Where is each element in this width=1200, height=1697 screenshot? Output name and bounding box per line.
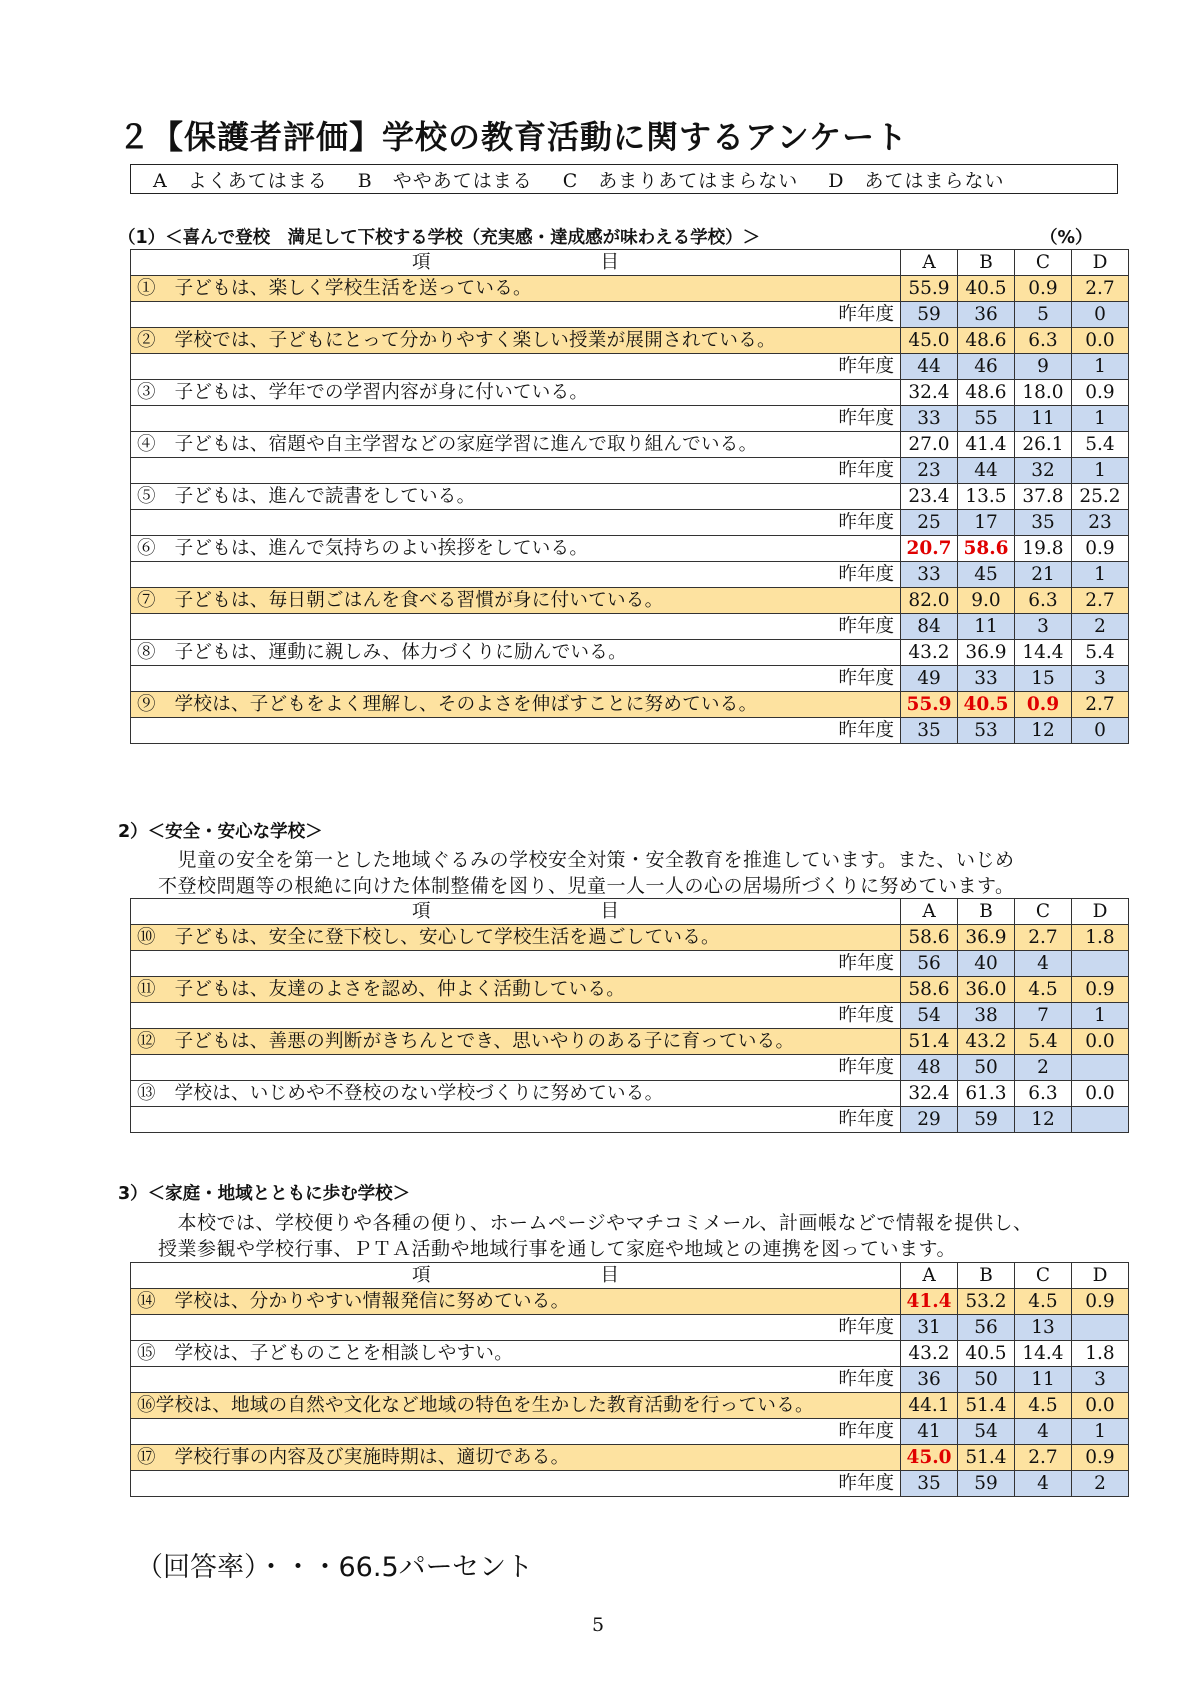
value-b: 36.9: [958, 925, 1015, 951]
header-item-char2: 目: [600, 901, 620, 922]
value-b: 36.9: [958, 640, 1015, 666]
header-col-b: B: [958, 1263, 1015, 1289]
value-d: 1.8: [1072, 925, 1129, 951]
section3-desc-line1: 本校では、学校便りや各種の便り、ホームページやマチコミメール、計画帳などで情報を提供し、: [158, 1212, 1033, 1234]
value-a: 32.4: [901, 1081, 958, 1107]
prev-value-b: 38: [958, 1003, 1015, 1029]
prev-value-a: 48: [901, 1055, 958, 1081]
prev-year-row: [131, 458, 1129, 484]
legend-b: B ややあてはまる: [357, 169, 533, 192]
item-text: ⑬ 学校は、いじめや不登校のない学校づくりに努めている。: [131, 1081, 901, 1107]
item-text: ⑪ 子どもは、友達のよさを認め、仲よく活動している。: [131, 977, 901, 1003]
response-rate: （回答率）・・・66.5パーセント: [136, 1552, 534, 1583]
prev-value-b: 50: [958, 1367, 1015, 1393]
table-row: [131, 640, 1129, 666]
prev-value-c: 5: [1015, 302, 1072, 328]
prev-value-a: 59: [901, 302, 958, 328]
prev-value-c: 2: [1015, 1055, 1072, 1081]
table-row: [131, 925, 1129, 951]
prev-value-d: 1: [1072, 1003, 1129, 1029]
header-col-a: A: [901, 899, 958, 925]
value-b: 51.4: [958, 1393, 1015, 1419]
header-col-c: C: [1015, 899, 1072, 925]
prev-year-label: 昨年度: [131, 1107, 901, 1133]
value-b: 43.2: [958, 1029, 1015, 1055]
answer-legend: [130, 164, 1118, 194]
prev-year-row: [131, 354, 1129, 380]
prev-year-row: [131, 666, 1129, 692]
prev-value-a: 49: [901, 666, 958, 692]
prev-year-row: [131, 1003, 1129, 1029]
value-b: 48.6: [958, 380, 1015, 406]
legend-a: A よくあてはまる: [153, 169, 328, 192]
section3-table: [130, 1262, 1129, 1497]
value-a: 51.4: [901, 1029, 958, 1055]
prev-value-a: 44: [901, 354, 958, 380]
prev-value-d: 23: [1072, 510, 1129, 536]
prev-value-d: 1: [1072, 1419, 1129, 1445]
prev-value-a: 29: [901, 1107, 958, 1133]
item-text: ④ 子どもは、宿題や自主学習などの家庭学習に進んで取り組んでいる。: [131, 432, 901, 458]
table-row: [131, 1445, 1129, 1471]
prev-value-d: [1072, 951, 1129, 977]
prev-year-row: [131, 562, 1129, 588]
prev-value-a: 56: [901, 951, 958, 977]
value-a: 55.9: [901, 276, 958, 302]
prev-year-row: [131, 1055, 1129, 1081]
prev-year-label: 昨年度: [131, 1003, 901, 1029]
value-a: 82.0: [901, 588, 958, 614]
value-c: 6.3: [1015, 328, 1072, 354]
value-a: 41.4: [901, 1289, 958, 1315]
prev-value-b: 59: [958, 1471, 1015, 1497]
table-row: [131, 692, 1129, 718]
prev-value-c: 11: [1015, 1367, 1072, 1393]
section1-table: [130, 249, 1129, 744]
value-a: 27.0: [901, 432, 958, 458]
prev-year-label: 昨年度: [131, 354, 901, 380]
table-row: [131, 1081, 1129, 1107]
header-item-char2: 目: [600, 1265, 620, 1286]
prev-value-c: 12: [1015, 1107, 1072, 1133]
value-d: 0.0: [1072, 1081, 1129, 1107]
table-header-row: [131, 899, 1129, 925]
table-row: [131, 328, 1129, 354]
value-c: 0.9: [1015, 276, 1072, 302]
prev-value-d: 3: [1072, 1367, 1129, 1393]
section3-desc-line2: 授業参観や学校行事、ＰＴＡ活動や地域行事を通して家庭や地域との連携を図っています。: [158, 1238, 956, 1260]
prev-value-c: 3: [1015, 614, 1072, 640]
value-c: 4.5: [1015, 1289, 1072, 1315]
table-row: [131, 484, 1129, 510]
value-a: 23.4: [901, 484, 958, 510]
value-d: 2.7: [1072, 588, 1129, 614]
value-d: 0.9: [1072, 1445, 1129, 1471]
item-text: ③ 子どもは、学年での学習内容が身に付いている。: [131, 380, 901, 406]
prev-year-row: [131, 1471, 1129, 1497]
value-a: 43.2: [901, 640, 958, 666]
item-text: ⑮ 学校は、子どものことを相談しやすい。: [131, 1341, 901, 1367]
prev-value-c: 7: [1015, 1003, 1072, 1029]
value-a: 32.4: [901, 380, 958, 406]
header-item-char1: 項: [411, 1265, 431, 1286]
table-row: [131, 276, 1129, 302]
value-c: 19.8: [1015, 536, 1072, 562]
prev-value-b: 54: [958, 1419, 1015, 1445]
prev-value-d: 0: [1072, 302, 1129, 328]
value-a: 20.7: [901, 536, 958, 562]
table-row: [131, 588, 1129, 614]
page-number: 5: [592, 1614, 605, 1636]
value-a: 58.6: [901, 977, 958, 1003]
prev-value-a: 36: [901, 1367, 958, 1393]
prev-year-label: 昨年度: [131, 1471, 901, 1497]
item-text: ① 子どもは、楽しく学校生活を送っている。: [131, 276, 901, 302]
item-text: ⑫ 子どもは、善悪の判断がきちんとでき、思いやりのある子に育っている。: [131, 1029, 901, 1055]
value-b: 40.5: [958, 1341, 1015, 1367]
prev-value-d: 2: [1072, 1471, 1129, 1497]
prev-value-c: 9: [1015, 354, 1072, 380]
value-b: 40.5: [958, 276, 1015, 302]
value-b: 53.2: [958, 1289, 1015, 1315]
prev-year-row: [131, 1367, 1129, 1393]
item-text: ⑥ 子どもは、進んで気持ちのよい挨拶をしている。: [131, 536, 901, 562]
value-a: 55.9: [901, 692, 958, 718]
item-text: ⑧ 子どもは、運動に親しみ、体力づくりに励んでいる。: [131, 640, 901, 666]
value-b: 36.0: [958, 977, 1015, 1003]
prev-year-label: 昨年度: [131, 1367, 901, 1393]
prev-value-b: 53: [958, 718, 1015, 744]
header-col-c: C: [1015, 1263, 1072, 1289]
table-row: [131, 1029, 1129, 1055]
value-d: 5.4: [1072, 432, 1129, 458]
value-b: 13.5: [958, 484, 1015, 510]
prev-value-d: 1: [1072, 562, 1129, 588]
prev-year-row: [131, 951, 1129, 977]
prev-value-d: 1: [1072, 406, 1129, 432]
item-text: ⑯学校は、地域の自然や文化など地域の特色を生かした教育活動を行っている。: [131, 1393, 901, 1419]
prev-value-a: 41: [901, 1419, 958, 1445]
header-item-char2: 目: [600, 252, 620, 273]
header-item: [131, 899, 901, 925]
header-col-a: A: [901, 1263, 958, 1289]
prev-value-b: 44: [958, 458, 1015, 484]
table-row: [131, 380, 1129, 406]
value-d: 2.7: [1072, 692, 1129, 718]
prev-year-label: 昨年度: [131, 562, 901, 588]
value-c: 6.3: [1015, 588, 1072, 614]
value-c: 37.8: [1015, 484, 1072, 510]
prev-value-d: [1072, 1107, 1129, 1133]
value-c: 14.4: [1015, 640, 1072, 666]
section1-title: （1）＜喜んで登校 満足して下校する学校（充実感・達成感が味わえる学校）＞: [118, 228, 761, 248]
value-c: 2.7: [1015, 925, 1072, 951]
prev-value-a: 35: [901, 1471, 958, 1497]
header-col-a: A: [901, 250, 958, 276]
value-c: 4.5: [1015, 977, 1072, 1003]
value-d: 0.0: [1072, 1393, 1129, 1419]
prev-value-c: 32: [1015, 458, 1072, 484]
section2-desc-line2: 不登校問題等の根絶に向けた体制整備を図り、児童一人一人の心の居場所づくりに努めています。: [158, 875, 1015, 897]
prev-year-label: 昨年度: [131, 406, 901, 432]
prev-value-b: 45: [958, 562, 1015, 588]
value-a: 44.1: [901, 1393, 958, 1419]
prev-value-a: 35: [901, 718, 958, 744]
table-row: [131, 536, 1129, 562]
value-b: 40.5: [958, 692, 1015, 718]
prev-value-a: 25: [901, 510, 958, 536]
section2-desc-line1: 児童の安全を第一とした地域ぐるみの学校安全対策・安全教育を推進しています。また、いじめ: [158, 849, 1015, 871]
value-c: 4.5: [1015, 1393, 1072, 1419]
value-b: 41.4: [958, 432, 1015, 458]
prev-value-c: 11: [1015, 406, 1072, 432]
prev-year-label: 昨年度: [131, 614, 901, 640]
prev-year-row: [131, 406, 1129, 432]
legend-d: D あてはまらない: [828, 169, 1005, 192]
value-d: 5.4: [1072, 640, 1129, 666]
value-d: 25.2: [1072, 484, 1129, 510]
header-col-c: C: [1015, 250, 1072, 276]
unit-label: （%）: [1040, 228, 1093, 248]
item-text: ⑨ 学校は、子どもをよく理解し、そのよさを伸ばすことに努めている。: [131, 692, 901, 718]
table-header-row: [131, 250, 1129, 276]
prev-value-c: 4: [1015, 1471, 1072, 1497]
prev-year-label: 昨年度: [131, 458, 901, 484]
prev-year-label: 昨年度: [131, 666, 901, 692]
table-header-row: [131, 1263, 1129, 1289]
page-title: ２【保護者評価】学校の教育活動に関するアンケート: [118, 118, 909, 156]
prev-year-label: 昨年度: [131, 1055, 901, 1081]
table-row: [131, 1393, 1129, 1419]
value-d: 2.7: [1072, 276, 1129, 302]
item-text: ⑤ 子どもは、進んで読書をしている。: [131, 484, 901, 510]
value-d: 0.9: [1072, 1289, 1129, 1315]
value-c: 14.4: [1015, 1341, 1072, 1367]
prev-value-a: 33: [901, 562, 958, 588]
item-text: ⑦ 子どもは、毎日朝ごはんを食べる習慣が身に付いている。: [131, 588, 901, 614]
value-d: 0.9: [1072, 977, 1129, 1003]
section2-table: [130, 898, 1129, 1133]
prev-year-row: [131, 614, 1129, 640]
section2-title: 2）＜安全・安心な学校＞: [118, 822, 323, 842]
prev-value-b: 36: [958, 302, 1015, 328]
item-text: ② 学校では、子どもにとって分かりやすく楽しい授業が展開されている。: [131, 328, 901, 354]
value-c: 5.4: [1015, 1029, 1072, 1055]
value-b: 48.6: [958, 328, 1015, 354]
prev-value-a: 23: [901, 458, 958, 484]
value-b: 58.6: [958, 536, 1015, 562]
prev-year-row: [131, 1419, 1129, 1445]
header-col-b: B: [958, 250, 1015, 276]
prev-value-b: 55: [958, 406, 1015, 432]
prev-value-b: 59: [958, 1107, 1015, 1133]
item-text: ⑩ 子どもは、安全に登下校し、安心して学校生活を過ごしている。: [131, 925, 901, 951]
prev-value-a: 31: [901, 1315, 958, 1341]
prev-year-row: [131, 718, 1129, 744]
prev-value-b: 11: [958, 614, 1015, 640]
prev-year-label: 昨年度: [131, 1419, 901, 1445]
section3-title: 3）＜家庭・地域とともに歩む学校＞: [118, 1184, 411, 1204]
prev-value-d: 1: [1072, 458, 1129, 484]
value-a: 58.6: [901, 925, 958, 951]
value-d: 0.0: [1072, 1029, 1129, 1055]
header-col-d: D: [1072, 1263, 1129, 1289]
prev-value-a: 33: [901, 406, 958, 432]
prev-value-c: 12: [1015, 718, 1072, 744]
prev-value-b: 56: [958, 1315, 1015, 1341]
table-row: [131, 1289, 1129, 1315]
value-c: 2.7: [1015, 1445, 1072, 1471]
prev-value-c: 15: [1015, 666, 1072, 692]
value-d: 1.8: [1072, 1341, 1129, 1367]
prev-value-b: 40: [958, 951, 1015, 977]
prev-value-a: 84: [901, 614, 958, 640]
table-row: [131, 977, 1129, 1003]
prev-value-a: 54: [901, 1003, 958, 1029]
prev-year-row: [131, 1315, 1129, 1341]
value-b: 9.0: [958, 588, 1015, 614]
prev-value-b: 33: [958, 666, 1015, 692]
prev-year-label: 昨年度: [131, 951, 901, 977]
prev-year-row: [131, 510, 1129, 536]
header-item: [131, 1263, 901, 1289]
table-row: [131, 1341, 1129, 1367]
table-row: [131, 432, 1129, 458]
prev-value-d: 0: [1072, 718, 1129, 744]
prev-value-b: 50: [958, 1055, 1015, 1081]
legend-c: C あまりあてはまらない: [562, 169, 799, 192]
header-item: [131, 250, 901, 276]
prev-year-label: 昨年度: [131, 510, 901, 536]
item-text: ⑭ 学校は、分かりやすい情報発信に努めている。: [131, 1289, 901, 1315]
prev-value-c: 4: [1015, 1419, 1072, 1445]
prev-value-d: 2: [1072, 614, 1129, 640]
prev-value-d: [1072, 1315, 1129, 1341]
prev-value-c: 21: [1015, 562, 1072, 588]
value-c: 26.1: [1015, 432, 1072, 458]
prev-year-label: 昨年度: [131, 302, 901, 328]
header-item-char1: 項: [411, 901, 431, 922]
prev-value-d: 1: [1072, 354, 1129, 380]
value-d: 0.9: [1072, 536, 1129, 562]
value-d: 0.9: [1072, 380, 1129, 406]
prev-value-b: 46: [958, 354, 1015, 380]
prev-year-row: [131, 302, 1129, 328]
prev-value-d: 3: [1072, 666, 1129, 692]
value-a: 45.0: [901, 328, 958, 354]
header-col-d: D: [1072, 899, 1129, 925]
value-b: 51.4: [958, 1445, 1015, 1471]
prev-value-d: [1072, 1055, 1129, 1081]
prev-value-c: 13: [1015, 1315, 1072, 1341]
header-col-b: B: [958, 899, 1015, 925]
header-item-char1: 項: [411, 252, 431, 273]
value-c: 6.3: [1015, 1081, 1072, 1107]
value-a: 45.0: [901, 1445, 958, 1471]
prev-value-c: 4: [1015, 951, 1072, 977]
value-d: 0.0: [1072, 328, 1129, 354]
prev-value-b: 17: [958, 510, 1015, 536]
value-c: 0.9: [1015, 692, 1072, 718]
prev-year-row: [131, 1107, 1129, 1133]
prev-year-label: 昨年度: [131, 1315, 901, 1341]
value-b: 61.3: [958, 1081, 1015, 1107]
header-col-d: D: [1072, 250, 1129, 276]
value-c: 18.0: [1015, 380, 1072, 406]
item-text: ⑰ 学校行事の内容及び実施時期は、適切である。: [131, 1445, 901, 1471]
prev-year-label: 昨年度: [131, 718, 901, 744]
prev-value-c: 35: [1015, 510, 1072, 536]
value-a: 43.2: [901, 1341, 958, 1367]
